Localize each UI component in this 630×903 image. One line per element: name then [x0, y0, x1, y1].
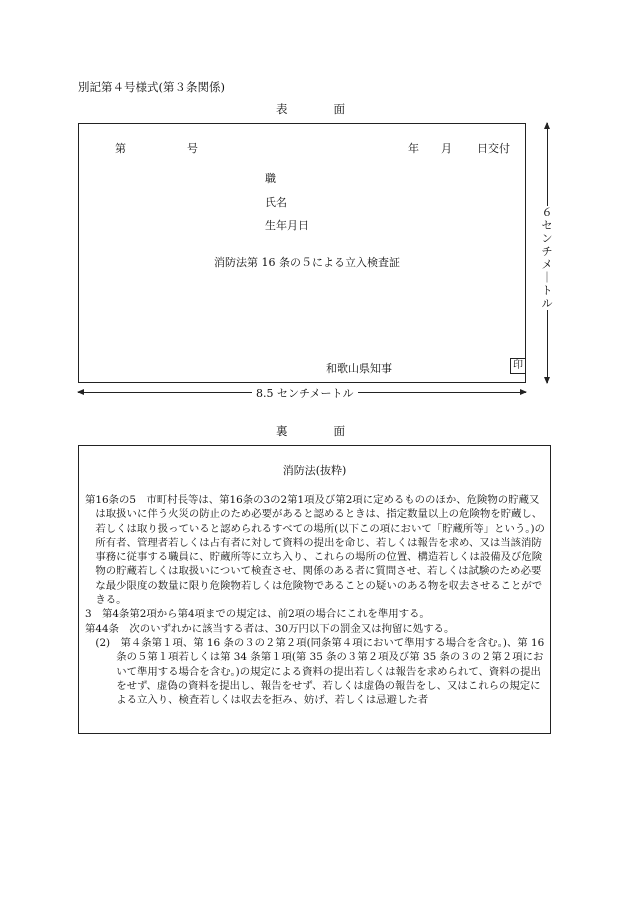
article-16-5: 第16条の5 市町村長等は、第16条の3の2第1項及び第2項に定めるもののほか、危険物の貯蔵又は取扱いに伴う火災の防止のため必要があると認めるときは、指定数量以上の危険物を貯蔵し、若しくは取り扱っていると認められるすべての場所(以下この項において「貯蔵所等」という。)の所有者、管理者若しくは占有者に対して資料の提出を命じ、若しくは報告を求め、又は当該消防事務に従事する職員に、貯蔵所等に立ち入り、これらの場所の位置、構造若しくは設備及び危険物の貯蔵若しくは取扱いについて検査させ、関係のある者に質問させ、若しくは試験のため必要な最少限度の数量に限り危険物若しくは危険物であることの疑いのある物を収去させることができる。	[85, 494, 545, 607]
date-month: 月	[441, 142, 452, 155]
issuer-label: 和歌山県知事	[326, 362, 392, 375]
height-dimension-char: ン	[541, 232, 553, 245]
arrow-left-icon	[77, 389, 84, 395]
article-44-item-2: (2) 第４条第１項、第 16 条の３の２第２項(同条第４項において準用する場合を含む。)、第 16 条の５第１項若しくは第 34 条第１項(第 35 条の３第２項及び第 35 条の３の２第２項において準用する場合を含む。)の規定による資料の提出若しくは報告を求められて、資料の提出をせず、虚偽の資料を提出し、報告をせず、若しくは虚偽の報告をし、又はこれらの規定による立入り、検査若しくは収去を拒み、妨げ、若しくは忌避した者	[95, 636, 545, 707]
height-dimension-char: ト	[541, 284, 553, 297]
seal-box: 印	[510, 358, 526, 374]
birthdate-label: 生年月日	[265, 219, 309, 232]
date-issue: 日交付	[477, 142, 510, 155]
certificate-card-front	[78, 123, 526, 383]
number-suffix: 号	[187, 142, 198, 155]
arrow-right-icon	[520, 389, 527, 395]
width-dimension-label: 8.5 センチメートル	[252, 385, 358, 401]
form-title: 別記第４号様式(第３条関係)	[78, 80, 225, 94]
law-excerpt-title: 消防法(抜粋)	[282, 464, 347, 477]
number-prefix: 第	[115, 142, 126, 155]
arrow-down-icon	[544, 377, 550, 384]
article-44: 第44条 次のいずれかに該当する者は、30万円以下の罰金又は拘留に処する。	[85, 622, 455, 635]
height-dimension-char: チ	[541, 245, 553, 258]
height-dimension-char: セ	[541, 219, 553, 232]
certificate-title: 消防法第 16 条の５による立入検査証	[214, 256, 400, 269]
height-dimension-stack	[540, 206, 554, 310]
article-16-5-paragraph-3: 3 第4条第2項から第4項までの規定は、前2項の場合にこれを準用する。	[85, 608, 430, 621]
height-dimension-char: ル	[541, 297, 553, 310]
certificate-card-back	[78, 445, 551, 734]
date-year: 年	[408, 142, 419, 155]
front-side-label: 表 面	[276, 102, 345, 116]
height-dimension-label	[540, 206, 554, 310]
height-dimension-char: メ	[541, 258, 553, 271]
height-dimension-char: ６	[541, 206, 553, 219]
back-side-label: 裏 面	[276, 424, 345, 438]
arrow-up-icon	[544, 122, 550, 129]
law-excerpt-body	[85, 493, 547, 707]
name-label: 氏名	[265, 196, 287, 209]
post-label: 職	[265, 172, 276, 185]
height-dimension-char: ｜	[541, 271, 553, 284]
